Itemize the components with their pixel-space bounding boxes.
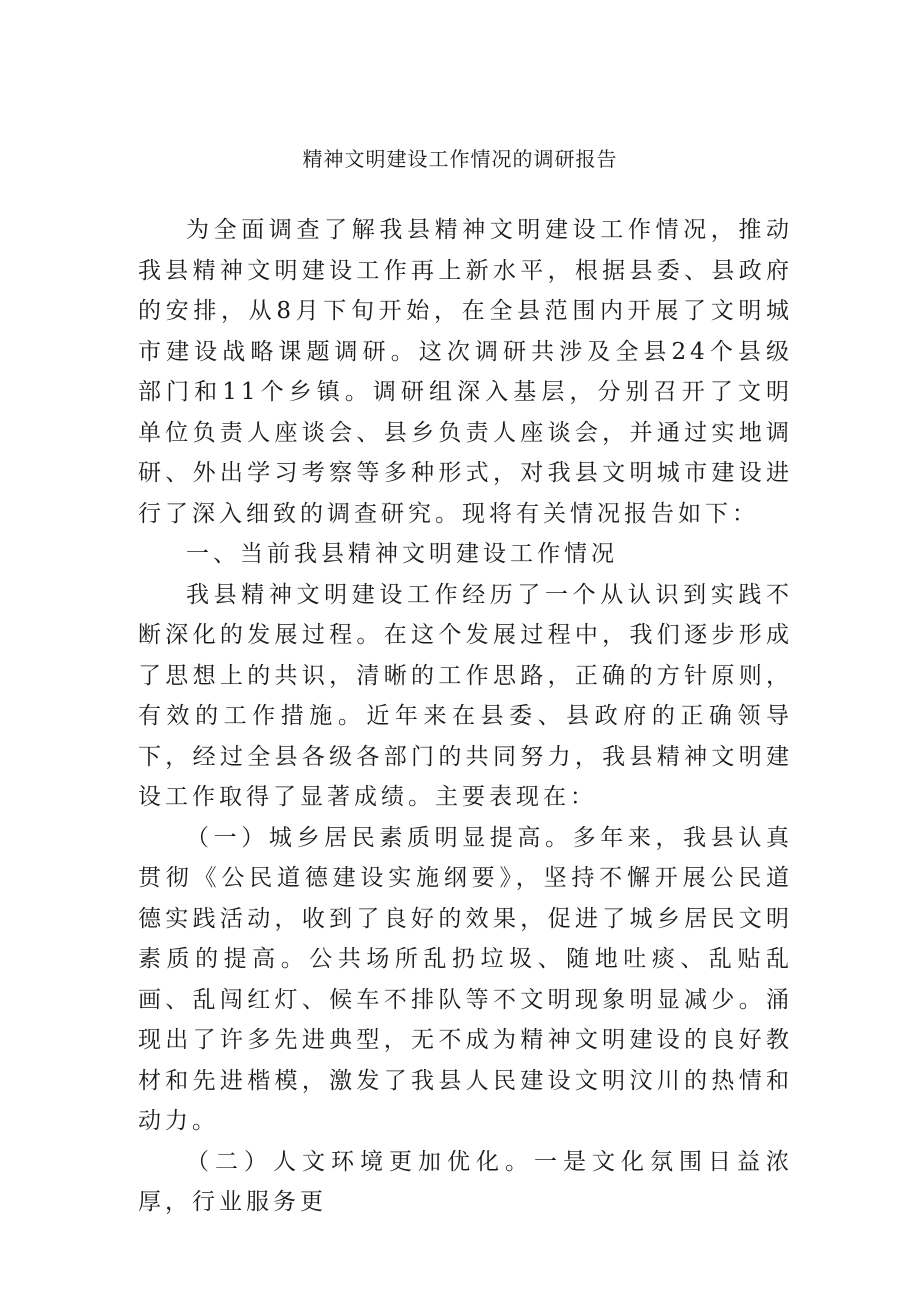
document-title: 精神文明建设工作情况的调研报告 — [302, 147, 618, 171]
document-body — [138, 210, 793, 1223]
section-1-paragraph: 我县精神文明建设工作经历了一个从认识到实践不断深化的发展过程。在这个发展过程中，我们逐步形成了思想上的共识，清晰的工作思路，正确的方针原则，有效的工作措施。近年来在县委、县政府的正确领导下，经过全县各级各部门的共同努力，我县精神文明建设工作取得了显著成绩。主要表现在： — [138, 581, 793, 810]
subsection-1-paragraph: （一）城乡居民素质明显提高。多年来，我县认真贯彻《公民道德建设实施纲要》，坚持不懈开展公民道德实践活动，收到了良好的效果，促进了城乡居民文明素质的提高。公共场所乱扔垃圾、随地吐痰、乱贴乱画、乱闯红灯、候车不排队等不文明现象明显减少。涌现出了许多先进典型，无不成为精神文明建设的良好教材和先进楷模，激发了我县人民建设文明汶川的热情和动力。 — [138, 824, 793, 1134]
section-heading-1: 一、当前我县精神文明建设工作情况 — [186, 541, 618, 567]
subsection-2-paragraph: （二）人文环境更加优化。一是文化氛围日益浓厚，行业服务更 — [138, 1148, 793, 1215]
intro-paragraph: 为全面调查了解我县精神文明建设工作情况，推动我县精神文明建设工作再上新水平，根据县委、县政府的安排，从8月下旬开始，在全县范围内开展了文明城市建设战略课题调研。这次调研共涉及全县24个县级部门和11个乡镇。调研组深入基层，分别召开了文明单位负责人座谈会、县乡负责人座谈会，并通过实地调研、外出学习考察等多种形式，对我县文明城市建设进行了深入细致的调查研究。现将有关情况报告如下： — [138, 217, 793, 527]
